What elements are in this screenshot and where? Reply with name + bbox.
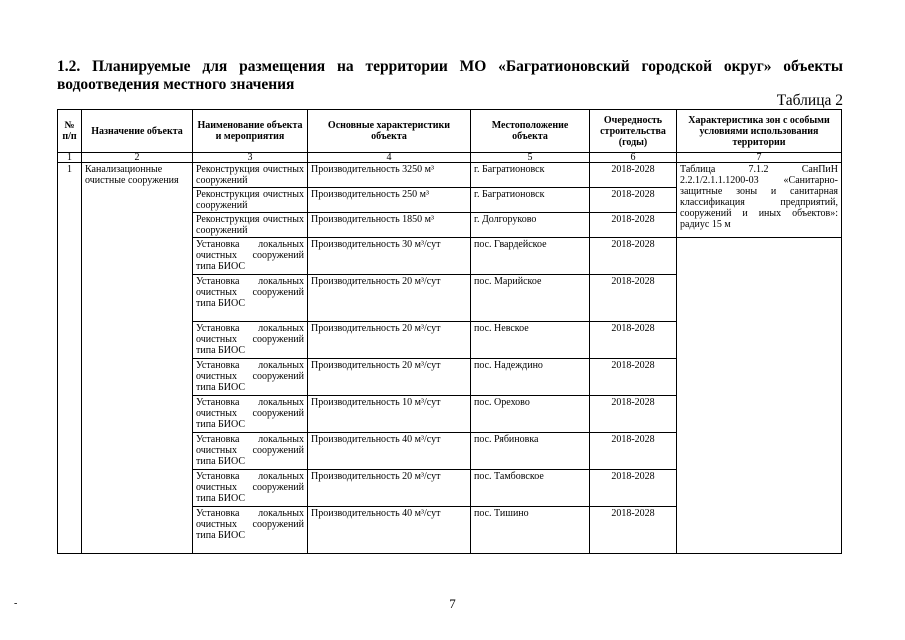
table-row (58, 163, 842, 188)
object-location: пос. Невское (471, 322, 590, 359)
object-spec: Производительность 40 м³/сут (308, 433, 471, 470)
object-spec: Производительность 40 м³/сут (308, 507, 471, 554)
column-number: 1 (58, 153, 82, 163)
zone-characteristics: Таблица 7.1.2 СанПиН 2.2.1/2.1.1.1200-03 «Санитарно-защитные зоны и санитарная классификация предприятий, сооружений и иных объектов»: радиус 15 м (677, 163, 842, 238)
object-location: пос. Марийское (471, 275, 590, 322)
wastewater-objects-table (57, 109, 842, 554)
zone-empty-cell (677, 238, 842, 554)
object-location: пос. Орехово (471, 396, 590, 433)
object-name: Установка локальных очистных сооружений типа БИОС (193, 396, 308, 433)
section-heading: 1.2. Планируемые для размещения на территории МО «Багратионовский городской округ» объекты водоотведения местного значения (57, 58, 843, 93)
construction-period: 2018-2028 (590, 507, 677, 554)
column-number: 4 (308, 153, 471, 163)
object-name: Реконструкция очистных сооружений (193, 188, 308, 213)
object-name: Установка локальных очистных сооружений типа БИОС (193, 359, 308, 396)
object-name: Установка локальных очистных сооружений типа БИОС (193, 433, 308, 470)
object-spec: Производительность 30 м³/сут (308, 238, 471, 275)
column-header-number: № п/п (58, 110, 82, 153)
construction-period: 2018-2028 (590, 322, 677, 359)
column-header-zones: Характеристика зон с особыми условиями использования территории (677, 110, 842, 153)
object-spec: Производительность 20 м³/сут (308, 322, 471, 359)
object-location: пос. Надеждино (471, 359, 590, 396)
object-location: г. Багратионовск (471, 188, 590, 213)
column-number: 7 (677, 153, 842, 163)
object-purpose: Канализационные очистные сооружения (82, 163, 193, 554)
table-caption: Таблица 2 (776, 92, 843, 109)
object-location: г. Багратионовск (471, 163, 590, 188)
object-location: пос. Рябиновка (471, 433, 590, 470)
object-name: Установка локальных очистных сооружений типа БИОС (193, 238, 308, 275)
construction-period: 2018-2028 (590, 213, 677, 238)
object-name: Реконструкция очистных сооружений (193, 213, 308, 238)
object-name: Установка локальных очистных сооружений типа БИОС (193, 322, 308, 359)
margin-mark: - (14, 598, 18, 609)
construction-period: 2018-2028 (590, 396, 677, 433)
object-name: Установка локальных очистных сооружений типа БИОС (193, 507, 308, 554)
object-location: пос. Тамбовское (471, 470, 590, 507)
column-number-row (58, 153, 842, 163)
construction-period: 2018-2028 (590, 470, 677, 507)
column-number: 5 (471, 153, 590, 163)
header-row (58, 110, 842, 153)
column-number: 2 (82, 153, 193, 163)
construction-period: 2018-2028 (590, 359, 677, 396)
object-spec: Производительность 250 м³ (308, 188, 471, 213)
construction-period: 2018-2028 (590, 188, 677, 213)
column-number: 3 (193, 153, 308, 163)
object-spec: Производительность 3250 м³ (308, 163, 471, 188)
object-location: пос. Гвардейское (471, 238, 590, 275)
object-name: Установка локальных очистных сооружений типа БИОС (193, 275, 308, 322)
column-header-schedule: Очередность строительства (годы) (590, 110, 677, 153)
column-header-name: Наименование объекта и мероприятия (193, 110, 308, 153)
object-spec: Производительность 10 м³/сут (308, 396, 471, 433)
construction-period: 2018-2028 (590, 163, 677, 188)
column-header-purpose: Назначение объекта (82, 110, 193, 153)
object-location: г. Долгоруково (471, 213, 590, 238)
object-name: Установка локальных очистных сооружений типа БИОС (193, 470, 308, 507)
object-location: пос. Тишино (471, 507, 590, 554)
object-spec: Производительность 20 м³/сут (308, 359, 471, 396)
object-spec: Производительность 20 м³/сут (308, 275, 471, 322)
column-header-location: Местоположение объекта (471, 110, 590, 153)
object-name: Реконструкция очистных сооружений (193, 163, 308, 188)
row-number: 1 (58, 163, 82, 554)
construction-period: 2018-2028 (590, 433, 677, 470)
page-number: 7 (449, 596, 456, 611)
column-number: 6 (590, 153, 677, 163)
object-spec: Производительность 20 м³/сут (308, 470, 471, 507)
object-spec: Производительность 1850 м³ (308, 213, 471, 238)
construction-period: 2018-2028 (590, 238, 677, 275)
construction-period: 2018-2028 (590, 275, 677, 322)
column-header-characteristics: Основные характеристики объекта (308, 110, 471, 153)
